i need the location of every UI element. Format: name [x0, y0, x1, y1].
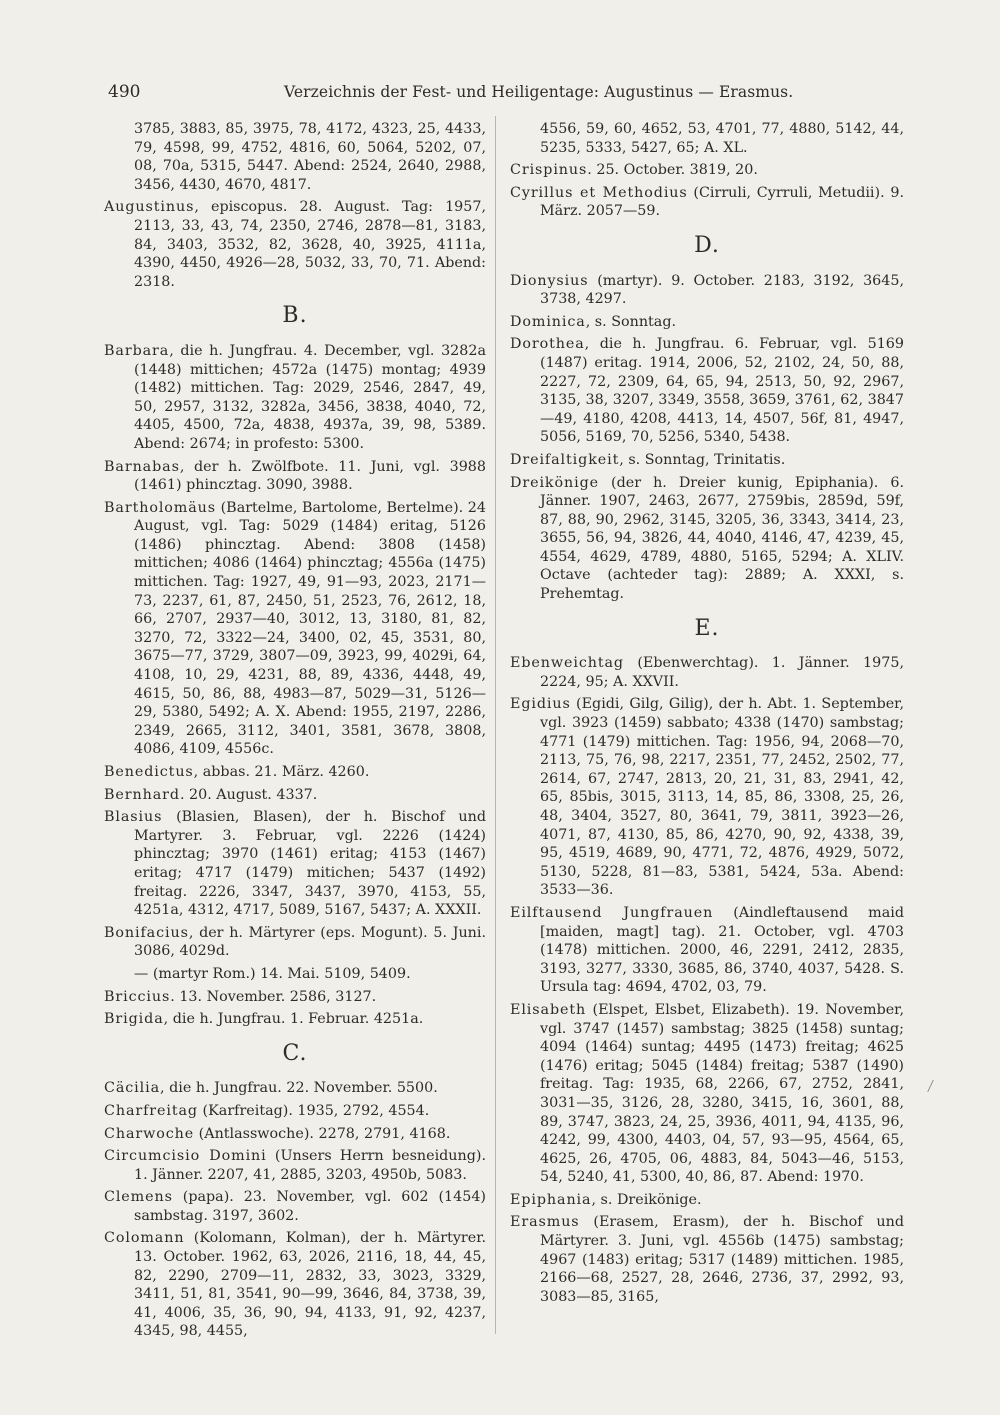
entry-text: (Elspet, Elsbet, Elizabeth). 19. November, vgl. 3747 (1457) sambstag; 3825 (1458) suntag; 4094 (1464) suntag; 4495 (1473) freitag; 4625 (1476) eritag; 5045 (1484) freitag; 5387 (1490) freitag. Tag: 1935, 68, 2266, 67, 2752, 2841, 3031—35, 3126, 28, 3280, 3415, 16, 3601, 88, 89, 3747, 3823, 24, 25, 3936, 4011, 94, 4135, 96, 4242, 99, 4300, 4403, 04, 57, 93—95, 4564, 65, 4625, 26, 4705, 06, 4883, 84, 5043—46, 5153, 54, 5240, 41, 5300, 40, 86, 87. Abend: 1970.	[540, 1001, 904, 1186]
index-entry	[104, 499, 486, 759]
entry-headword: Bartholomäus	[104, 499, 217, 516]
entry-headword: Charfreitag	[104, 1102, 198, 1119]
entry-headword: Cäcilia	[104, 1080, 161, 1097]
entry-text: (Unsers Herrn besneidung). 1. Jänner. 2207, 41, 2885, 3203, 4950b, 5083.	[134, 1148, 486, 1183]
index-entry	[510, 161, 904, 180]
index-entry	[104, 924, 486, 961]
entry-headword: Crispinus	[510, 162, 588, 179]
entry-text: . 25. October. 3819, 20.	[587, 162, 758, 179]
entry-headword: Elisabeth	[510, 1001, 587, 1018]
entry-text: (Egidi, Gilg, Gilig), der h. Abt. 1. September, vgl. 3923 (1459) sabbato; 4338 (1470) sambstag; 4771 (1479) mittichen. Tag: 1956, 94, 2068—70, 2113, 75, 76, 98, 2217, 2351, 77, 2452, 2502, 77, 2614, 67, 2747, 2813, 20, 21, 31, 83, 2941, 42, 65, 85bis, 3015, 3113, 14, 85, 86, 3308, 25, 26, 48, 3404, 3527, 80, 3641, 79, 3811, 3923—26, 4071, 87, 4130, 85, 86, 4270, 90, 92, 4338, 39, 95, 4519, 4689, 90, 4771, 72, 4876, 4929, 5072, 5130, 5228, 81—83, 5381, 5424, 53a. Abend: 3533—36.	[540, 696, 904, 899]
entry-text: (der h. Dreier kunig, Epiphania). 6. Jänner. 1907, 2463, 2677, 2759bis, 2859d, 59f, 87, 88, 90, 2962, 3145, 3205, 36, 3343, 3414, 23, 3655, 56, 94, 3826, 44, 4040, 4146, 47, 4239, 45, 4554, 4629, 4789, 4880, 5165, 5294; A. XLIV. Octave (achteder tag): 2889; A. XXXI, s. Prehemtag.	[540, 474, 904, 603]
index-entry	[104, 1188, 486, 1225]
index-entry	[104, 458, 486, 495]
index-entry	[510, 904, 904, 997]
entry-text: (Cirruli, Cyrruli, Metudii). 9. März. 2057—59.	[540, 184, 904, 220]
running-title: Verzeichnis der Fest- und Heiligentage: Augustinus — Erasmus.	[284, 83, 794, 101]
entry-text: (Kolomann, Kolman), der h. Märtyrer. 13. October. 1962, 63, 2026, 2116, 18, 44, 45, 82, 2290, 2709—11, 2832, 33, 3023, 3329, 3411, 51, 81, 3541, 90—99, 3646, 84, 3738, 39, 41, 4006, 35, 36, 90, 94, 4133, 91, 92, 4237, 4345, 98, 4455,	[134, 1230, 486, 1340]
index-entry	[104, 1010, 486, 1029]
section-letter: D.	[694, 232, 720, 258]
entry-headword: Circumcisio Domini	[104, 1148, 267, 1165]
page-number: 490	[108, 82, 141, 102]
entry-headword: Clemens	[104, 1189, 173, 1206]
entry-headword: Erasmus	[510, 1214, 580, 1231]
entry-headword: Dionysius	[510, 272, 589, 289]
entry-text: , die h. Jungfrau. 4. December, vgl. 3282a (1448) mittichen; 4572a (1475) montag; 4939 (1482) mittichen. Tag: 2029, 2546, 2847, 49, 50, 2957, 3132, 3282a, 3456, 3838, 4040, 72, 4405, 4500, 72a, 4838, 4937a, 39, 98, 5389. Abend: 2674; in profesto: 5300.	[134, 342, 486, 452]
entry-text: . 13. November. 2586, 3127.	[170, 988, 377, 1005]
page-header	[108, 82, 900, 106]
entry-text: , s. Sonntag.	[585, 313, 677, 330]
section-letter: E.	[694, 615, 720, 641]
entry-headword: Bernhard	[104, 786, 180, 803]
index-entry	[104, 988, 486, 1007]
entry-headword: Dreifaltigkeit	[510, 451, 620, 468]
entry-headword: Blasius	[104, 809, 163, 826]
index-entry	[104, 1229, 486, 1341]
index-entry	[510, 1001, 904, 1187]
entry-continuation: 3785, 3883, 85, 3975, 78, 4172, 4323, 25, 4433, 79, 4598, 99, 4752, 4816, 60, 5064, 5202, 07, 08, 70a, 5315, 5447. Abend: 2524, 2640, 2988, 3456, 4430, 4670, 4817.	[134, 121, 486, 193]
entry-headword: Dorothea	[510, 336, 585, 353]
entry-headword: Charwoche	[104, 1125, 195, 1142]
entry-headword: Egidius	[510, 696, 571, 713]
entry-text: , der h. Märtyrer (eps. Mogunt). 5. Juni. 3086, 4029d.	[134, 924, 486, 960]
entry-text: , s. Sonntag, Trinitatis.	[619, 451, 786, 468]
index-entry	[104, 342, 486, 454]
entry-text: , die h. Jungfrau. 1. Februar. 4251a.	[163, 1011, 424, 1028]
entry-text: , die h. Jungfrau. 22. November. 5500.	[160, 1080, 438, 1097]
section-letter: C.	[282, 1040, 308, 1066]
entry-text: , der h. Zwölfbote. 11. Juni, vgl. 3988 (1461) phincztag. 3090, 3988.	[134, 458, 486, 494]
entry-headword: Augustinus	[104, 199, 195, 216]
entry-text: (martyr). 9. October. 2183, 3192, 3645, 3738, 4297.	[540, 272, 904, 308]
entry-text: . 20. August. 4337.	[179, 786, 318, 803]
entry-text: (Antlasswoche). 2278, 2791, 4168.	[194, 1125, 451, 1142]
index-entry	[104, 198, 486, 291]
entry-headword: Dominica	[510, 313, 586, 330]
index-entry	[104, 1147, 486, 1184]
entry-text: , die h. Jungfrau. 6. Februar, vgl. 5169 (1487) eritag. 1914, 2006, 52, 2102, 24, 50, 88, 2227, 72, 2309, 64, 65, 94, 2513, 50, 92, 2967, 3135, 38, 3207, 3349, 3558, 3659, 3761, 62, 3847—49, 4180, 4208, 4413, 14, 4507, 56f, 81, 4947, 5056, 5169, 70, 5256, 5340, 5438.	[540, 336, 904, 446]
entry-headword: Epiphania	[510, 1191, 592, 1208]
entry-headword: Briccius	[104, 988, 171, 1005]
index-entry	[510, 184, 904, 221]
entry-text: , episcopus. 28. August. Tag: 1957, 2113, 33, 43, 74, 2350, 2746, 2878—81, 3183, 84, 3403, 3532, 82, 3628, 40, 3925, 4111a, 4390, 4450, 4926—28, 5032, 33, 70, 71. Abend: 2318.	[134, 199, 486, 290]
column-divider	[495, 116, 496, 1334]
section-letter: B.	[282, 303, 308, 329]
entry-text: , s. Dreikönige.	[591, 1191, 702, 1208]
index-entry	[104, 763, 486, 782]
index-entry	[510, 313, 904, 332]
entry-headword: Bonifacius	[104, 924, 189, 941]
entry-text: (papa). 23. November, vgl. 602 (1454) sambstag. 3197, 3602.	[134, 1189, 486, 1224]
entry-headword: Eilftausend Jungfrauen	[510, 904, 714, 921]
index-entry	[104, 1125, 486, 1144]
entry-headword: Dreikönige	[510, 474, 599, 491]
margin-pencil-mark	[927, 1080, 942, 1092]
entry-headword: Brigida	[104, 1011, 164, 1028]
index-entry	[510, 654, 904, 691]
entry-continuation: — (martyr Rom.) 14. Mai. 5109, 5409.	[134, 965, 411, 982]
entry-text: (Bartelme, Bartolome, Bertelme). 24 August, vgl. Tag: 5029 (1484) eritag, 5126 (1486) phincztag. Abend: 3808 (1458) mittichen; 4086 (1464) phincztag; 4556a (1475) mittichen. Tag: 1927, 49, 91—93, 2023, 2171—73, 2237, 61, 87, 2450, 51, 2523, 76, 2612, 18, 66, 2707, 2937—40, 3012, 13, 3180, 81, 82, 3270, 72, 3322—24, 3400, 02, 45, 3531, 80, 3675—77, 3729, 3807—09, 3923, 99, 4029i, 64, 4108, 10, 29, 4231, 88, 89, 4336, 4448, 49, 4615, 50, 86, 88, 4983—87, 5029—31, 5126—29, 5380, 5492; A. X. Abend: 1955, 2197, 2286, 2349, 2665, 3112, 3401, 3581, 3678, 3808, 4086, 4109, 4556c.	[134, 499, 486, 758]
index-entry	[104, 1102, 486, 1121]
index-entry	[510, 272, 904, 309]
entry-headword: Cyrillus et Methodius	[510, 184, 688, 201]
entry-headword: Barbara	[104, 342, 170, 359]
entry-text: , abbas. 21. März. 4260.	[193, 764, 370, 780]
index-entry	[104, 808, 486, 920]
entry-headword: Benedictus	[104, 764, 194, 780]
index-entry	[510, 1213, 904, 1306]
left-column	[104, 120, 486, 1345]
entry-continuation: 4556, 59, 60, 4652, 53, 4701, 77, 4880, 5142, 44, 5235, 5333, 5427, 65; A. XL.	[540, 121, 904, 156]
index-entry	[510, 451, 904, 470]
index-entry	[104, 1079, 486, 1098]
entry-text: (Karfreitag). 1935, 2792, 4554.	[198, 1102, 430, 1119]
index-entry	[510, 335, 904, 447]
entry-text: (Erasem, Erasm), der h. Bischof und Märtyrer. 3. Juni, vgl. 4556b (1475) sambstag; 4967 (1483) eritag; 5317 (1489) mittichen. 1985, 2166—68, 2527, 28, 2646, 2736, 37, 2992, 93, 3083—85, 3165,	[540, 1214, 904, 1305]
entry-headword: Colomann	[104, 1230, 185, 1247]
right-column	[510, 120, 904, 1310]
entry-text: (Aindleftausend maid [maiden, magt] tag). 21. October, vgl. 4703 (1478) mittichen. 2000, 46, 2291, 2412, 2835, 3193, 3277, 3330, 3685, 86, 3740, 4037, 5428. S. Ursula tag: 4694, 4702, 03, 79.	[540, 904, 904, 996]
entry-headword: Barnabas	[104, 458, 180, 475]
index-entry	[510, 474, 904, 604]
entry-headword: Ebenweichtag	[510, 655, 624, 672]
index-entry	[510, 695, 904, 900]
entry-text: (Blasien, Blasen), der h. Bischof und Martyrer. 3. Februar, vgl. 2226 (1424) phincztag; 3970 (1461) eritag; 4153 (1467) eritag; 4717 (1479) mitichen; 5437 (1492) freitag. 2226, 3347, 3437, 3970, 4153, 55, 4251a, 4312, 4717, 5089, 5167, 5437; A. XXXII.	[134, 809, 486, 919]
entry-text: (Ebenwerchtag). 1. Jänner. 1975, 2224, 95; A. XXVII.	[540, 655, 904, 690]
index-entry	[104, 786, 486, 805]
index-entry	[510, 1191, 904, 1210]
